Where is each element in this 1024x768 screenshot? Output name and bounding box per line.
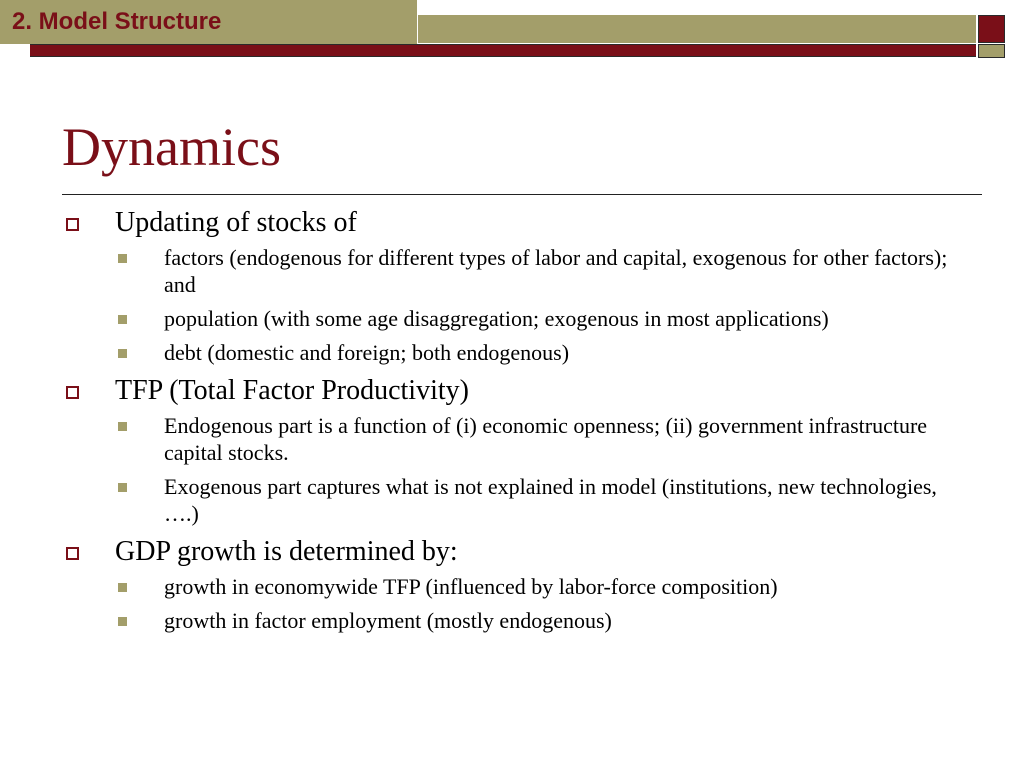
bullet-text: GDP growth is determined by: [115,536,458,567]
header-band-maroon [30,44,976,57]
filled-square-icon [118,422,127,431]
bullet-list [62,204,982,641]
bullet-item [62,372,982,410]
sub-bullet-text: growth in factor employment (mostly endogenous) [164,608,612,633]
section-label: 2. Model Structure [12,8,222,35]
title-divider [62,194,982,195]
header-band-olive [418,15,976,43]
bullet-item [62,204,982,242]
sub-bullet-text: Endogenous part is a function of (i) economic openness; (ii) government infrastructure capital stocks. [164,413,928,465]
filled-square-icon [118,583,127,592]
sub-bullet-item [62,607,964,634]
filled-square-icon [118,483,127,492]
sub-bullet-text: Exogenous part captures what is not explained in model (institutions, new technologies, ….) [164,474,937,526]
sub-bullet-text: population (with some age disaggregation; exogenous in most applications) [164,306,829,331]
filled-square-icon [118,349,127,358]
filled-square-icon [118,315,127,324]
filled-square-icon [118,254,127,263]
sub-bullet-text: debt (domestic and foreign; both endogenous) [164,340,570,365]
sub-bullet-item [62,305,964,332]
sub-bullet-item [62,412,964,466]
header-square-olive [978,44,1005,58]
sub-bullet-item [62,573,964,600]
hollow-square-icon [66,386,79,399]
sub-bullet-text: factors (endogenous for different types of labor and capital, exogenous for other factors); and [164,245,948,297]
filled-square-icon [118,617,127,626]
sub-bullet-text: growth in economywide TFP (influenced by labor-force composition) [164,574,778,599]
bullet-text: Updating of stocks of [115,207,357,238]
bullet-item [62,533,982,571]
slide-title: Dynamics [62,117,281,177]
sub-bullet-item [62,244,964,298]
hollow-square-icon [66,218,79,231]
header-square-maroon [978,15,1005,43]
bullet-text: TFP (Total Factor Productivity) [115,375,469,406]
hollow-square-icon [66,547,79,560]
sub-bullet-item [62,473,964,527]
sub-bullet-item [62,339,964,366]
section-tab [0,0,417,44]
